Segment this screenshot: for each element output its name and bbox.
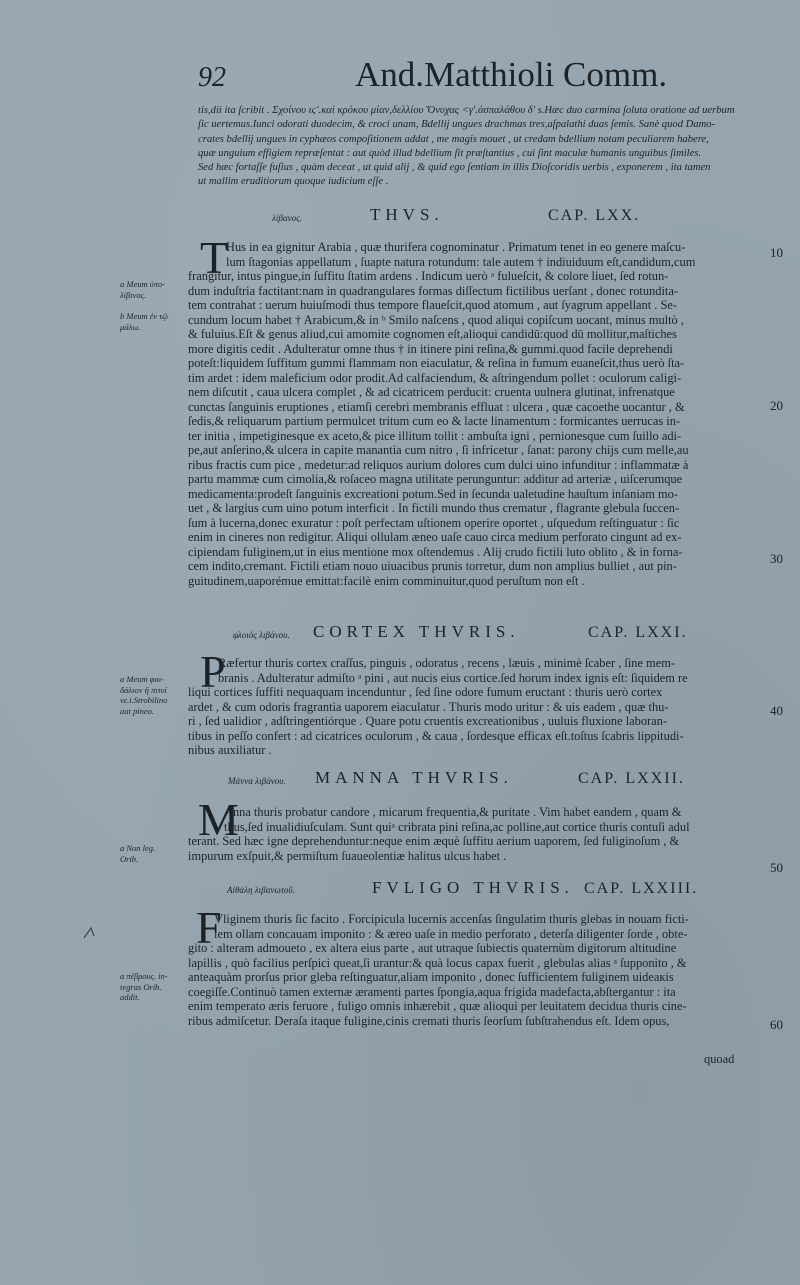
text-line: cundum locum habet † Arabicum,& in ᵇ Smilo naſcens , quod aliqui copiſcum uocant, minus multò ,: [188, 312, 684, 327]
margin-note: a Non leg. Orib.: [120, 843, 156, 864]
text-line: lem ollam concauam imponito : & æreo uaſe in medio perforato , deterſa diligenter ſorde , obte-: [214, 926, 688, 941]
chapter-number: CAP. LXXIII.: [584, 880, 699, 897]
greek-heading: Αἰθάλη λιβανωτοῦ.: [227, 885, 295, 895]
text-line: tim ardet : idem maleficium odor prodit.Ad calfaciendum, & aſtringendum pollet : oculorum caligi-: [188, 370, 682, 385]
text-line: Ræfertur thuris cortex craſſus, pinguis , odoratus , recens , læuis , minimè ſcaber , ſine mem-: [218, 656, 675, 670]
section-body-manna: [188, 805, 768, 863]
text-line: coegiſſe.Continuò tamen externæ æramenti partes ſpongia,aqua frigida madefacta,abſtergantur : ita: [188, 984, 676, 999]
text-line: terant. Sed hæc igne deprehenduntur:neque enim æquè ſuffitu aerium uaporem, ſed fuliginoſum , &: [188, 834, 680, 848]
section-title: FVLIGO THVRIS.: [372, 878, 574, 897]
text-line: more digitis cedit . Adulteratur omne thus † in itinere pini reſina,& gummi.quod facile deprehendi: [188, 341, 673, 356]
running-head: And.Matthioli Comm.: [355, 55, 668, 94]
text-line: medicamenta:prodeſt ſanguinis excreationi potum.Sed in ſecunda ualetudine hauſtum inſaniam mo-: [188, 486, 678, 501]
line-number: 20: [770, 398, 783, 413]
text-line: branis . Adulteratur admiſto ᵃ pini , aut nucis eius cortice.ſed horum index ignis eſt: ſiquidem re: [218, 670, 688, 685]
text-line: uet , & largius cum uino potum interficit . In fictili mundo thus crematur , flagrante glebula ſuccen-: [188, 501, 680, 515]
text-line: guitudinem,uaporémue emittat:facilè enim comminuitur,quod peruſtum non eſt .: [188, 573, 585, 588]
line-number: 40: [770, 703, 783, 718]
drop-cap: F: [196, 902, 222, 953]
greek-heading: φλοιὸς λιβάνου.: [233, 630, 290, 640]
text-line: thus,ſed inualidiuſculam. Sunt quiᵃ cribrata pini reſina,ac polline,aut cortice thuris contuſi adul: [224, 819, 690, 834]
drop-cap: P: [200, 646, 226, 697]
text-line: cunctas ſanguinis eruptiones , etiamſi cerebri membranis effluat : ulcera , quæ cacoethe uocantur , &: [188, 399, 685, 414]
text-line: nibus auxiliatur .: [188, 743, 272, 757]
margin-pen-mark: [82, 924, 102, 942]
drop-cap: T: [200, 232, 229, 283]
text-line: lapillis , quò facilius perſpici queat,ſi urantur:& quà locus capax fuerit , glebulas alias ᵃ ſupponito , &: [188, 955, 687, 970]
text-line: frangitur, intus pingue,in ſuffitu ſtatim ardens . Indicum uerò ᵃ fuluеſcit, & colore liuet, ſed rotun-: [188, 269, 669, 283]
margin-note: a Meum ὑπο- λίβινος.: [120, 279, 165, 300]
text-line: ardet , & cum odoris fragrantia uaporem eiaculatur . Thuris modo uritur : & uis eadem , quæ thu-: [188, 699, 669, 714]
text-line: gito : alteram admoueto , ex altera eius parte , aut utraque ſubiectis quaternùm digitorum altitudine: [188, 941, 677, 955]
line-number: 30: [770, 551, 783, 566]
text-line: enim in cineres non redigitur. Aliqui ollulam æneo uaſe cauo circa medium perforato cingunt ad ex-: [188, 530, 682, 544]
chapter-number: CAP. LXX.: [548, 207, 641, 224]
line-number: 10: [770, 245, 783, 260]
text-line: quæ unguium effigiem repræſentat : aut quòd illud bdellium ſit præſtantius , cui ſint maculæ humanis unguibus ſimiles.: [198, 147, 702, 159]
line-number: 60: [770, 1017, 783, 1032]
text-line: tibus in peſſo confert : ad cicatrices oculorum , & caua , ſordesque efficax eſt.toſtus ſcabris lippitudi-: [188, 728, 684, 743]
greek-heading: λίβανος.: [272, 213, 303, 223]
section-title: THVS.: [370, 205, 444, 224]
text-line: enim temperato æris feruore , fuligo omnis inhærebit , quæ alioqui per leuitatem decidua thuris cine-: [188, 999, 687, 1013]
text-line: anteaquàm prorſus prior gleba reſtinguatur,aliam imponito , donec ſufficientem fuliginem uideaкis: [188, 970, 674, 984]
text-line: Vliginem thuris ſic facito . Forcipicula lucernis accenſas ſingulatim thuris glebas in nouam ficti-: [214, 912, 689, 926]
text-line: ter initia , impetiginesque ex aceto,& pice illitum tollit : ambuſta igni , pernionesque cum ſuillo adi-: [188, 428, 682, 443]
margin-note: a Meum φαι- δάλιον ἢ πιτυί νε.i.Strobilino aut pineo.: [120, 674, 168, 716]
text-line: cem indito,cremant. Fictili etiam nouo uiuacibus prunis torretur, dum non amplius bulliet , aut pin-: [188, 559, 677, 573]
margin-note: b Meum ἐν τῷ μάλω.: [120, 311, 169, 332]
text-line: nem diſcutit , caua ulcera complet , & ad cicatricem perducit: cruenta uulnera glutinat, infrenatque: [188, 385, 675, 399]
text-line: Hus in ea gignitur Arabia , quæ thurifera cognominatur . Primatum tenet in eo genere maſcu-: [226, 240, 686, 254]
text-line: cipiendam fuliginem,ut in eius mentione mox oſtendemus . Alij crudo fictili luto oblito , & in forna-: [188, 544, 683, 559]
text-line: Anna thuris probatur candore , micarum frequentia,& puritate . Vim habet eandem , quam &: [224, 805, 682, 819]
text-line: & fuluius.Eſt & genus aliud,cui amomite cognomen eſt,alioqui candidū:quod dū mollitur,maſtiches: [188, 327, 677, 341]
text-line: liqui cortices ſuffiti nequaquam incenduntur , ſed ſine odore fumum eructant : thuris uerò cortex: [188, 685, 663, 699]
text-line: ut mallim eruditiorum quoque iudicium eſſe .: [198, 176, 389, 188]
margin-note: a πέβρους. in- tegras Orib. addit.: [120, 971, 168, 1002]
text-line: poteſt:liquidem ſuffitum gummi flammam non eiaculatur, & reſina in fumum euaneſcit,thus uerò ſta-: [188, 356, 685, 370]
text-line: ribus admiſcetur. Deraſa itaque fuligine,cinis cremati thuris ſeorſum ſubſtrahendus eſt. Idem opus,: [188, 1013, 670, 1028]
text-line: partu mammæ cum cimolia,& roſaceo magna utilitate perunguntur: additur ad arteriæ , uiſcerumque: [188, 472, 683, 486]
section-body-cortex: [188, 656, 768, 758]
text-line: ri , ſed ualidior , adſtringentiórque . Quare potu cruentis excreationibus , uuluis fluxione laboran-: [188, 714, 667, 728]
text-line: dum induſtria factitant:nam in quadrangulares formas diſſectum fictilibus uerſant , donec rotundita-: [188, 283, 678, 298]
catchword: quoad: [704, 1052, 735, 1066]
section-body-fuligo: [188, 912, 768, 1028]
section-title: MANNA THVRIS.: [315, 768, 513, 787]
text-line: pe,aut anſerino,& ulcera in capite manantia cum nitro , ſi infricetur , ſanat: parony chijs cum melle,au: [188, 443, 689, 457]
text-line: tem contrahat : uerum huiuſmodi thus tempore flaueſcit,quod atomum , aut ſyagrum appellant . Se-: [188, 298, 677, 312]
text-line: Sed hæc fortaſſe fuſius , quàm deceat , ut quid alij , & quid ego ſentiam in illis Dioſcoridis uerbis , exponerem , ita tamen: [198, 162, 711, 174]
text-line: lum ſtagonias appellatum , ſuapte natura rotundum: tale autem † indiuiduum eſt,candidum,cum: [226, 254, 696, 269]
chapter-number: CAP. LXXII.: [578, 770, 685, 787]
drop-cap: M: [198, 794, 239, 845]
intro-paragraph: [198, 104, 763, 190]
text-line: ſedis,& reliquarum partium permulcet tritum cum eo & lacte linamentum : formicantes uerrucas in-: [188, 414, 681, 428]
line-number: 50: [770, 860, 783, 875]
greek-heading: Μάννα λιβάνου.: [228, 776, 286, 786]
text-line: crates bdellij ungues in cyphæos compoſitionem addat , me magis mouet , ut credam bdellium notam peculiarem habere,: [198, 133, 709, 145]
text-line: impurum exſpuit,& permiſtum ſuaueolentiæ halitus ulcus habet .: [188, 848, 507, 863]
page-number: 92: [198, 62, 226, 93]
section-body-thus: [188, 232, 768, 588]
section-title: CORTEX THVRIS.: [313, 622, 520, 641]
text-line: ſum à lucerna,donec exuratur : poſt perfectam uſtionem operire oportet , uſquedum reſtinguatur : ſic: [188, 515, 680, 530]
text-line: ribus fractis cum pice , medetur:ad reliquos aurium dolores cum dulci uino infunditur : inflammatæ à: [188, 457, 689, 472]
text-line: ſic uertemus.Iunci odorati duodecim, & croci unam, Bdellij ungues drachmas tres,aſpalathi duas ſemis. Sanè quod Damo-: [198, 119, 716, 131]
text-line: tis,dii ita ſcribit . Σχοίνου ιϛ'.καὶ κρόκου μίαν,δελλίου Ὄνυχας <γ'.ἀσπαλάθου δ' s.Hæc duo carmina ſoluta oratione ad uerbum: [198, 105, 735, 116]
chapter-number: CAP. LXXI.: [588, 624, 688, 641]
